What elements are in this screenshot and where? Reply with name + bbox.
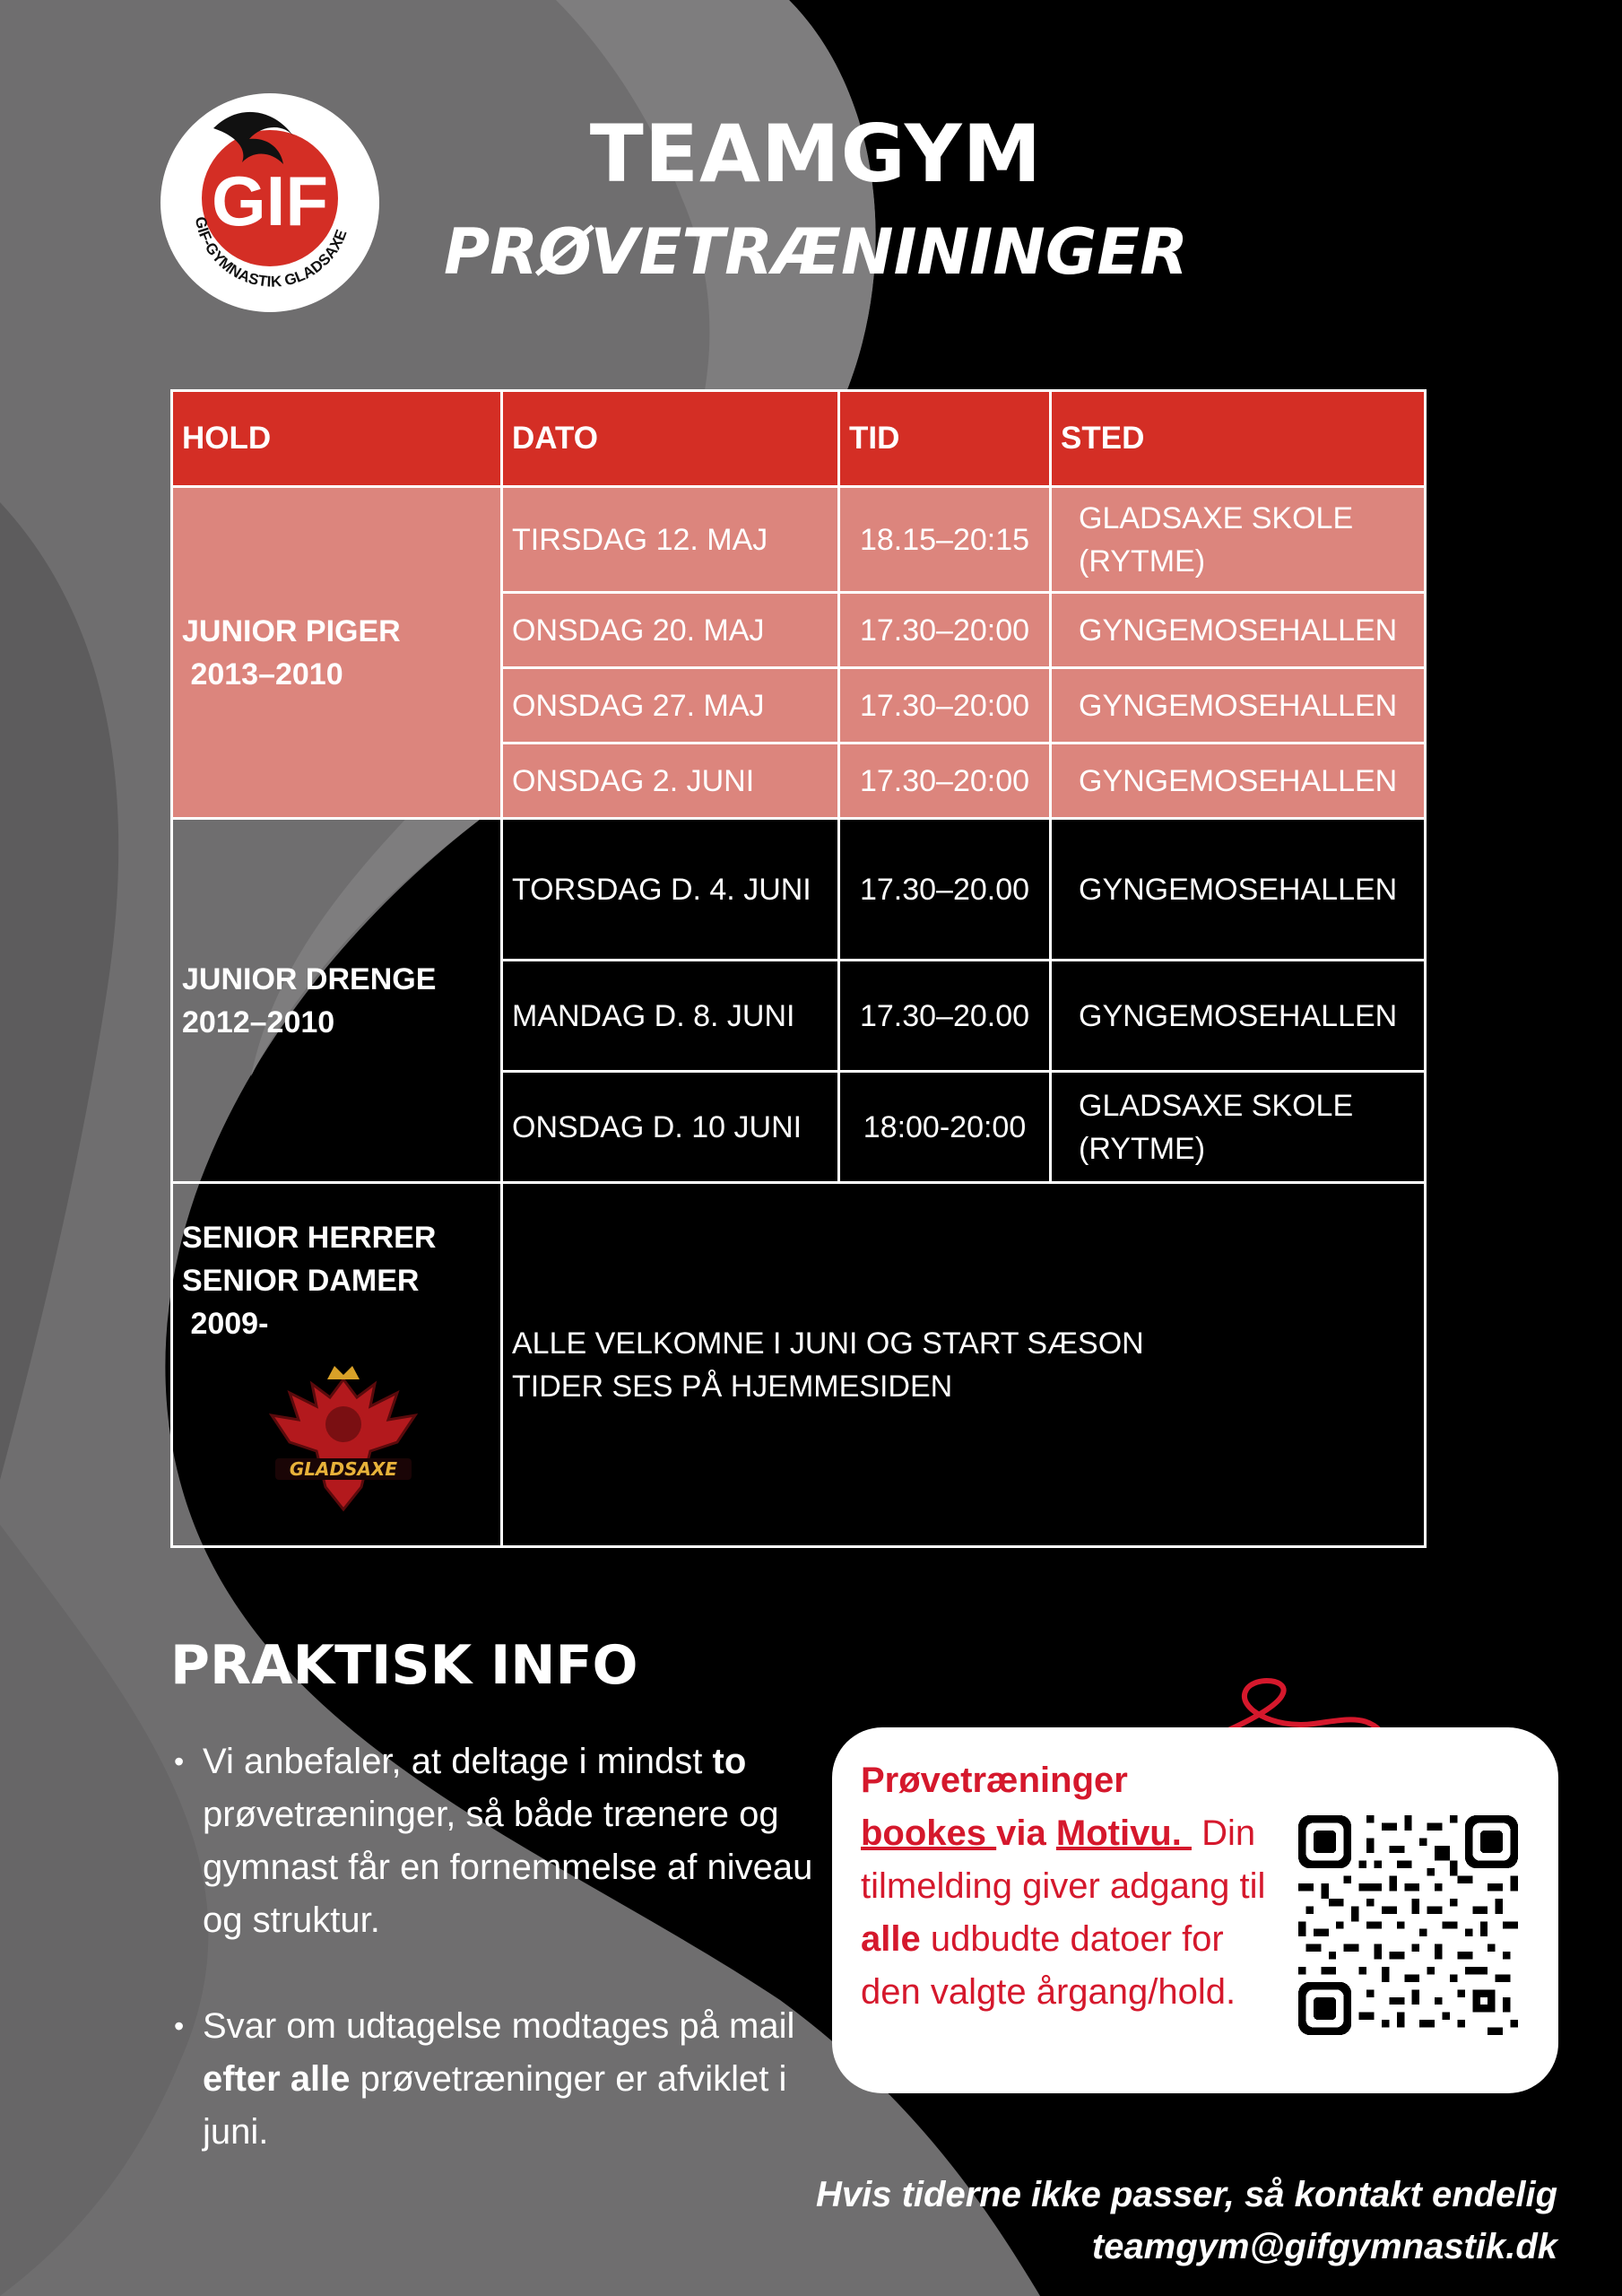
qr-code[interactable] — [1298, 1815, 1518, 2035]
contact-info — [571, 2169, 1557, 2273]
bookes-link[interactable]: bookes — [861, 1813, 997, 1853]
page-title: TEAMGYM — [589, 108, 1043, 200]
booking-heading: Prøvetræninger — [861, 1761, 1128, 1800]
booking-body: Din tilmelding giver adgang til — [861, 1813, 1266, 1906]
bullet-bold: to — [712, 1742, 747, 1781]
motivu-link[interactable]: Motivu. — [1055, 1813, 1192, 1853]
sted-line: (RYTME) — [1079, 544, 1206, 578]
dato-cell: TIRSDAG 12. MAJ — [502, 487, 839, 593]
dato-cell: ONSDAG 2. JUNI — [502, 744, 839, 819]
tid-cell: 17.30–20:00 — [839, 668, 1051, 744]
hold-junior-drenge — [172, 819, 502, 1183]
hold-name: SENIOR DAMER — [182, 1263, 420, 1298]
dato-cell: MANDAG D. 8. JUNI — [502, 961, 839, 1072]
table-header-row — [172, 391, 1426, 487]
bullet-bold: efter alle — [203, 2059, 351, 2099]
dato-cell: ONSDAG D. 10 JUNI — [502, 1072, 839, 1183]
sted-line: (RYTME) — [1079, 1131, 1206, 1166]
emblem-text: GLADSAXE — [289, 1457, 398, 1480]
hold-name: SENIOR HERRER — [182, 1220, 437, 1255]
info-list — [170, 1735, 816, 2212]
header-hold: HOLD — [172, 391, 502, 487]
contact-email[interactable]: teamgym@gifgymnastik.dk — [1091, 2227, 1557, 2266]
tid-cell: 17.30–20.00 — [839, 961, 1051, 1072]
hold-years: 2009- — [182, 1306, 269, 1341]
sted-cell: GYNGEMOSEHALLEN — [1051, 819, 1426, 961]
sted-cell — [1051, 1072, 1426, 1183]
header-tid: TID — [839, 391, 1051, 487]
sted-cell: GYNGEMOSEHALLEN — [1051, 961, 1426, 1072]
tid-cell: 17.30–20:00 — [839, 593, 1051, 668]
senior-message-line: TIDER SES PÅ HJEMMESIDEN — [512, 1369, 953, 1404]
tid-cell: 17.30–20.00 — [839, 819, 1051, 961]
schedule-table — [170, 389, 1427, 1548]
booking-bold: alle — [861, 1919, 921, 1959]
gif-logo — [160, 92, 380, 313]
dato-cell: TORSDAG D. 4. JUNI — [502, 819, 839, 961]
senior-message — [502, 1183, 1426, 1547]
hold-junior-piger — [172, 487, 502, 819]
sted-line: GLADSAXE SKOLE — [1079, 500, 1354, 535]
page-subtitle: PRØVETRÆNININGER — [443, 215, 1189, 289]
hold-years: 2012–2010 — [182, 1004, 335, 1039]
table-row — [172, 819, 1426, 961]
sted-cell — [1051, 487, 1426, 593]
dato-cell: ONSDAG 27. MAJ — [502, 668, 839, 744]
header-dato: DATO — [502, 391, 839, 487]
booking-body: udbudte datoer for den valgte årgang/hold. — [861, 1919, 1236, 2012]
booking-text — [861, 1754, 1282, 2019]
hold-name: JUNIOR PIGER — [182, 613, 401, 648]
table-row — [172, 487, 1426, 593]
list-item — [170, 1735, 816, 1947]
sted-cell: GYNGEMOSEHALLEN — [1051, 593, 1426, 668]
tid-cell: 18:00-20:00 — [839, 1072, 1051, 1183]
booking-card — [832, 1727, 1558, 2093]
header-sted: STED — [1051, 391, 1426, 487]
table-row — [172, 1183, 1426, 1547]
senior-message-line: ALLE VELKOMNE I JUNI OG START SÆSON — [512, 1326, 1144, 1361]
logo-ring-text: GIF-GYMNASTIK GLADSAXE — [191, 215, 351, 291]
sted-line: GLADSAXE SKOLE — [1079, 1088, 1354, 1123]
hold-senior — [172, 1183, 502, 1547]
gladsaxe-emblem — [263, 1361, 424, 1514]
info-heading: PRAKTISK INFO — [170, 1634, 638, 1697]
hold-name: JUNIOR DRENGE — [182, 961, 437, 996]
booking-via: via — [996, 1813, 1056, 1853]
bullet-text: prøvetræninger er afviklet i juni. — [203, 2059, 787, 2152]
list-item — [170, 2000, 816, 2159]
bullet-text: prøvetræninger, så både trænere og gymnast får en fornemmelse af niveau og struktur. — [203, 1795, 813, 1940]
tid-cell: 17.30–20:00 — [839, 744, 1051, 819]
contact-line: Hvis tiderne ikke passer, så kontakt endelig — [815, 2175, 1557, 2214]
hold-years: 2013–2010 — [182, 657, 343, 691]
bullet-text: Svar om udtagelse modtages på mail — [203, 2006, 795, 2046]
sted-cell: GYNGEMOSEHALLEN — [1051, 744, 1426, 819]
sted-cell: GYNGEMOSEHALLEN — [1051, 668, 1426, 744]
tid-cell: 18.15–20:15 — [839, 487, 1051, 593]
dato-cell: ONSDAG 20. MAJ — [502, 593, 839, 668]
bullet-text: Vi anbefaler, at deltage i mindst — [203, 1742, 713, 1781]
logo-initials: GIF — [212, 161, 328, 240]
